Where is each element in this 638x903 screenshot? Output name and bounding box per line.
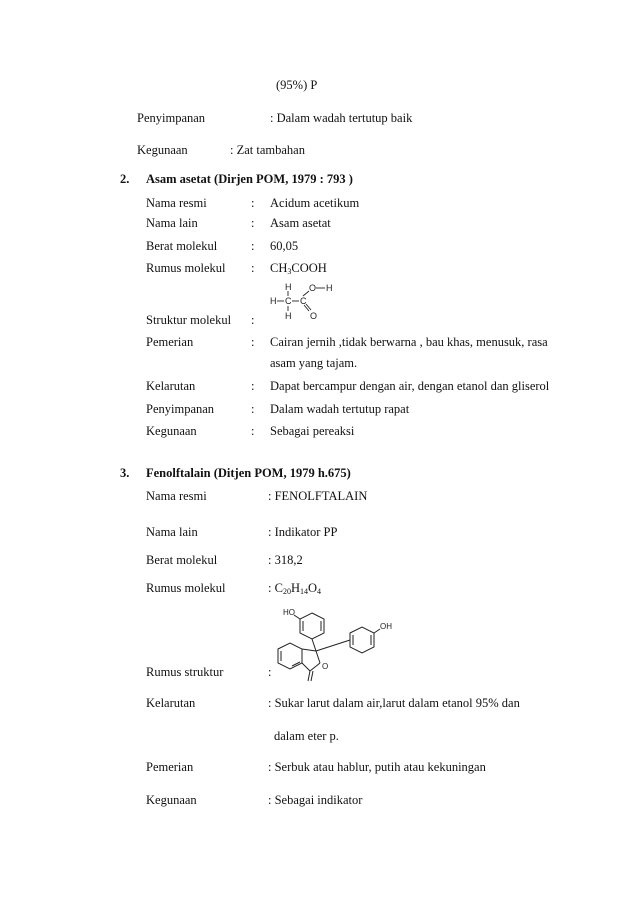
s2-colon: : (251, 379, 255, 393)
s2-kelarutan-value: Dapat bercampur dengan air, dengan etanol dan gliserol (270, 379, 550, 393)
s3-nama-lain-value: : Indikator PP (268, 525, 338, 539)
s2-penyimpanan-value: Dalam wadah tertutup rapat (270, 402, 410, 416)
s2-penyimpanan-label: Penyimpanan (146, 402, 215, 416)
atom-c: C (285, 296, 292, 306)
s3-rumus-molekul-label: Rumus molekul (146, 581, 226, 595)
s2-berat-molekul-value: 60,05 (270, 239, 299, 253)
s3-berat-molekul-label: Berat molekul (146, 553, 218, 567)
s3-rumus-struktur-label: Rumus struktur (146, 665, 224, 679)
s3-nama-resmi-value: : FENOLFTALAIN (268, 489, 368, 503)
s2-colon: : (251, 402, 255, 416)
section-2-number: 2. (120, 172, 130, 186)
atom-o: O (310, 311, 318, 321)
continuation-text: (95%) P (276, 78, 318, 92)
s3-pemerian-value: : Serbuk atau hablur, putih atau kekuningan (268, 760, 486, 774)
section-3-number: 3. (120, 466, 130, 480)
section-3-heading: Fenolftalain (Ditjen POM, 1979 h.675) (146, 466, 351, 480)
s3-nama-resmi-label: Nama resmi (146, 489, 207, 503)
s2-rumus-molekul-value: $CH_3COOH$ (270, 261, 327, 276)
s2-colon: : (251, 313, 255, 327)
atom-c: C (300, 296, 307, 306)
atom-h: H (326, 283, 333, 293)
hydroxyl-label: HO (283, 608, 295, 617)
oxygen-label: O (322, 662, 329, 671)
s3-rumus-molekul-value: : $C_{20}H_{14}O_4$ (268, 581, 321, 596)
s2-pemerian-value: Cairan jernih ,tidak berwarna , bau khas, menusuk, rasa (270, 335, 548, 349)
s3-berat-molekul-value: : 318,2 (268, 553, 303, 567)
s2-berat-molekul-label: Berat molekul (146, 239, 218, 253)
s3-rumus-struktur-value: : (268, 665, 272, 679)
section-2-heading: Asam asetat (Dirjen POM, 1979 : 793 ) (146, 172, 353, 186)
penyimpanan-value: : Dalam wadah tertutup baik (270, 111, 413, 125)
s3-kelarutan-value-line2: dalam eter p. (274, 729, 339, 743)
s2-colon: : (251, 424, 255, 438)
s3-kelarutan-value: : Sukar larut dalam air,larut dalam etanol 95% dan (268, 696, 520, 710)
s3-kegunaan-label: Kegunaan (146, 793, 197, 807)
s2-nama-lain-value: Asam asetat (270, 216, 331, 230)
s2-colon: : (251, 335, 255, 349)
s2-pemerian-value-line2: asam yang tajam. (270, 356, 358, 370)
s3-pemerian-label: Pemerian (146, 760, 194, 774)
acetic-acid-structure (268, 280, 338, 320)
s2-nama-resmi-value: Acidum acetikum (270, 196, 360, 210)
atom-h: H (270, 296, 277, 306)
atom-h: H (285, 311, 292, 321)
s2-pemerian-label: Pemerian (146, 335, 194, 349)
s2-colon: : (251, 196, 255, 210)
s2-rumus-molekul-label: Rumus molekul (146, 261, 226, 275)
s2-kegunaan-label: Kegunaan (146, 424, 197, 438)
s2-nama-resmi-label: Nama resmi (146, 196, 207, 210)
s2-struktur-molekul-label: Struktur molekul (146, 313, 232, 327)
s3-kelarutan-label: Kelarutan (146, 696, 196, 710)
hydroxyl-label: OH (380, 622, 392, 631)
s2-colon: : (251, 239, 255, 253)
atom-h: H (285, 282, 292, 292)
s2-kelarutan-label: Kelarutan (146, 379, 196, 393)
s2-nama-lain-label: Nama lain (146, 216, 198, 230)
penyimpanan-label: Penyimpanan (137, 111, 206, 125)
atom-o: O (309, 283, 317, 293)
kegunaan-value: : Zat tambahan (230, 143, 305, 157)
s3-nama-lain-label: Nama lain (146, 525, 198, 539)
s2-kegunaan-value: Sebagai pereaksi (270, 424, 355, 438)
kegunaan-label: Kegunaan (137, 143, 188, 157)
s3-kegunaan-value: : Sebagai indikator (268, 793, 363, 807)
s2-colon: : (251, 261, 255, 275)
s2-colon: : (251, 216, 255, 230)
